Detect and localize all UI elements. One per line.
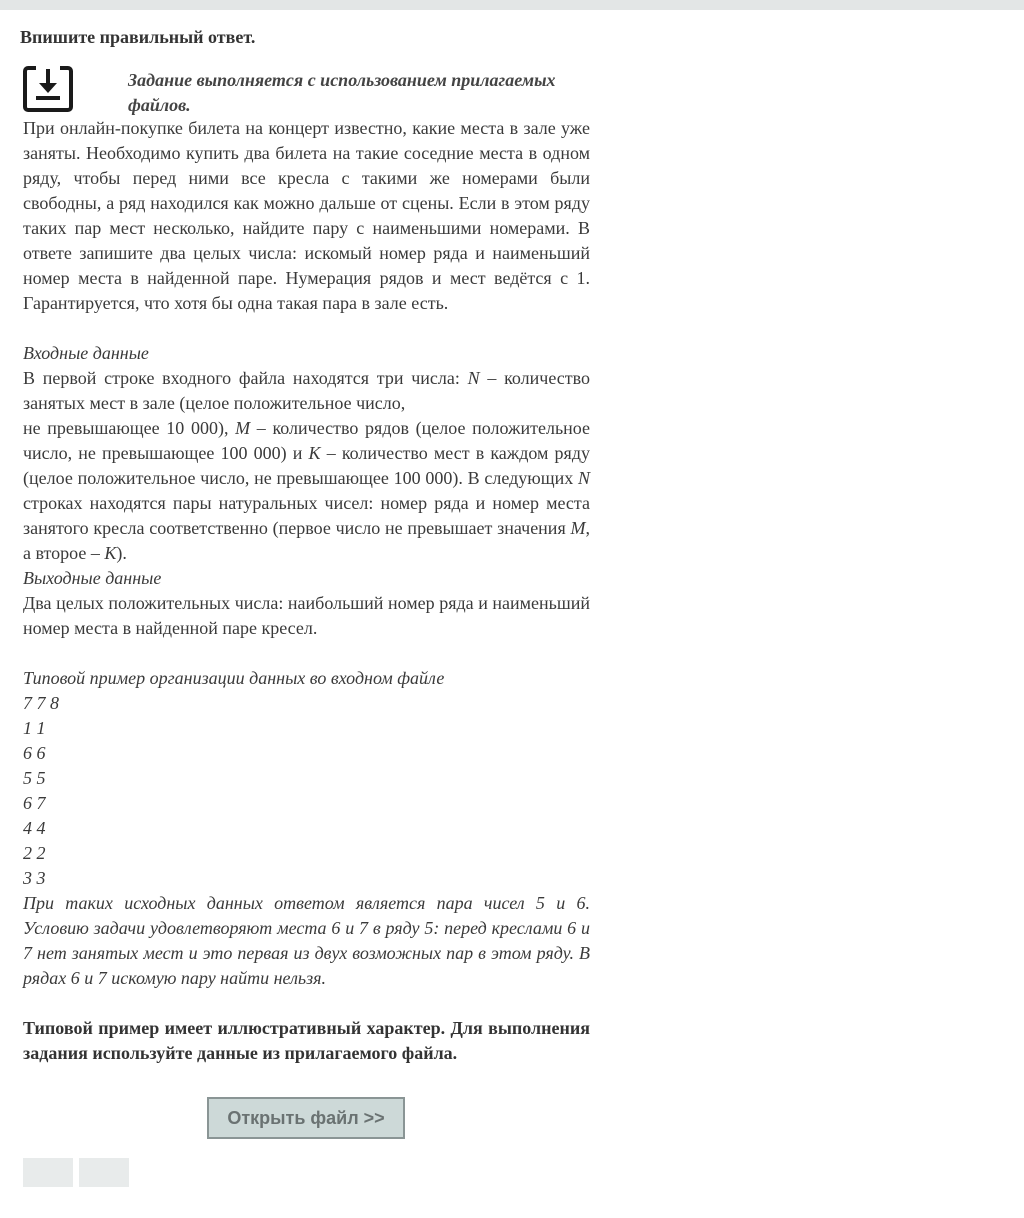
example-line: 6 7 [23, 793, 46, 813]
answer-field-1[interactable] [23, 1158, 73, 1187]
example-line: 2 2 [23, 843, 46, 863]
input-section-text: В первой строке входного файла находятся три числа: N – количество занятых мест в зале (целое положительное число, не превышающее 10 000), M – количество рядов (целое положительное число, не превышающее 100 000) и K – количество мест в каждом ряду (целое положительное число, не превышающее 100 000). В следующих N строках находятся пары натуральных чисел: номер ряда и номер места занятого кресла соответственно (первое число не превышает значения M, а второе – K). [23, 368, 591, 563]
output-section-text: Два целых положительных числа: наибольший номер ряда и наименьший номер места в найденной паре кресел. [23, 593, 590, 638]
example-line: 3 3 [23, 868, 46, 888]
example-lines [23, 691, 590, 891]
example-line: 5 5 [23, 768, 46, 788]
illustrative-note: Типовой пример имеет иллюстративный характер. Для выполнения задания используйте данные из прилагаемого файла. [23, 1018, 590, 1063]
file-note-row [23, 66, 590, 116]
file-note: Задание выполняется с использованием прилагаемых файлов. [128, 70, 556, 115]
answer-field-2[interactable] [79, 1158, 129, 1187]
example-line: 4 4 [23, 818, 46, 838]
example-line: 1 1 [23, 718, 46, 738]
task-text: При онлайн-покупке билета на концерт известно, какие места в зале уже заняты. Необходимо купить два билета на такие соседние места в одном ряду, чтобы перед ними все кресла с такими же номерами были свободны, а ряд находился как можно дальше от сцены. Если в этом ряду таких пар мест несколько, найдите пару с наименьшими номерами. В ответе запишите два целых числа: искомый номер ряда и наименьший номер места в найденной паре. Нумерация рядов и мест ведётся с 1. Гарантируется, что хотя бы одна такая пара в зале есть. [23, 118, 590, 313]
open-file-button[interactable]: Открыть файл >> [207, 1097, 405, 1139]
download-icon[interactable] [23, 66, 73, 112]
task-body [23, 66, 590, 1066]
output-section-title: Выходные данные [23, 568, 162, 588]
example-line: 7 7 8 [23, 693, 59, 713]
input-section-title: Входные данные [23, 343, 149, 363]
example-line: 6 6 [23, 743, 46, 763]
example-title: Типовой пример организации данных во входном файле [23, 668, 445, 688]
instruction-text: Впишите правильный ответ. [20, 27, 256, 47]
example-explanation: При таких исходных данных ответом является пара чисел 5 и 6. Условию задачи удовлетворяют места 6 и 7 в ряду 5: перед креслами 6 и 7 нет занятых мест и это первая из двух возможных пар в этом ряду. В рядах 6 и 7 искомую пару найти нельзя. [23, 893, 590, 988]
top-bar [0, 0, 1024, 10]
